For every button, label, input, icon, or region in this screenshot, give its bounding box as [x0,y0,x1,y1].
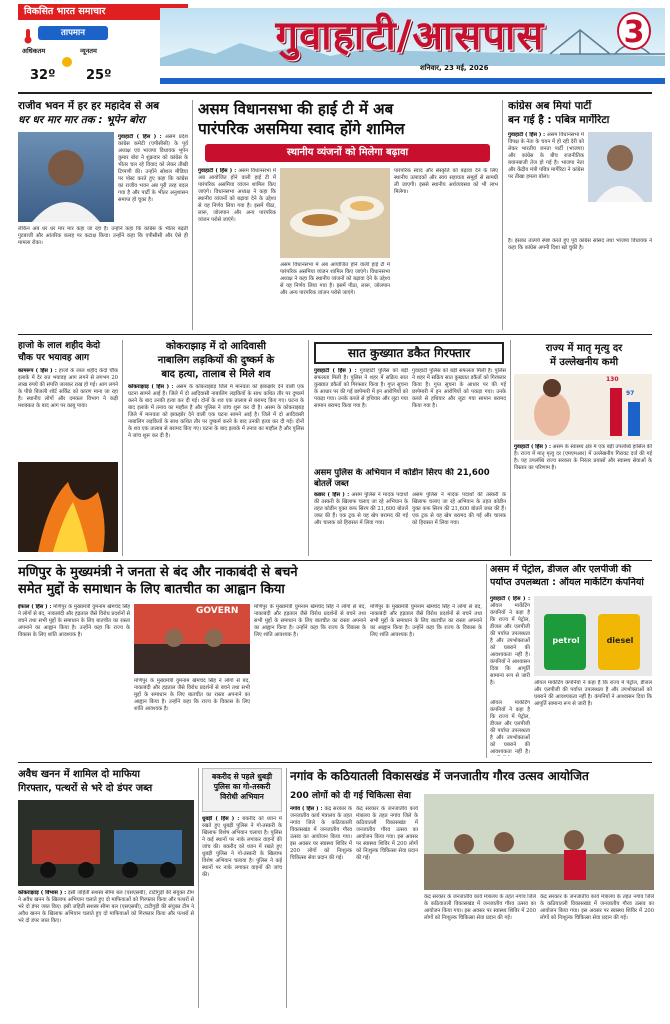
fuel-nozzle-photo [534,596,652,676]
nagaon-body-3: केंद्र सरकार के जनजातीय कार्य मंत्रालय के तहत नगांव जिले के कठियातली विकासखंड में जनजातीय गौरव उत्सव का आयोजन किया गया। इस अवसर पर स्वास्थ्य शिविर में 200 लोगों को निःशुल्क चिकित्सा सेवा प्रदान की गई। [424,894,536,921]
congress-body: असम विधानसभा में विपक्ष के नेता के चयन में हो रही देरी को लेकर भारतीय जनता पार्टी (भाजपा) और कांग्रेस के बीच राजनीतिक बयानबाजी तेज हो गई है। भाजपा नेता और केंद्रीय मंत्री पबित्र मार्गेरिटा ने कांग्रेस पर तीखा हमला बोला। [508,132,584,180]
rajbhavan-dateline: गुवाहाटी ( हिंस ) : [118,134,162,140]
dhubri-headline-2: पुलिस का गो-तस्करी [213,782,271,791]
petrol-body: ऑयल मार्केटिंग कंपनियों ने कहा है कि राज्य में पेट्रोल, डीजल और एलपीजी की पर्याप्त उपलब्धता है और उपभोक्ताओं को घबराने की आवश्यकता नहीं है। कंपनियों ने आश्वासन दिया कि आपूर्ति सामान्य रूप से जारी है। [490,603,530,686]
hitea-dateline: गुवाहाटी ( हिंस ) : [198,168,237,174]
hajo-headline-2: चौक पर भयावह आग [18,353,90,363]
thermometer-icon [20,28,36,44]
hajo-headline-1: हाजो के लाल शहीद केदो [18,341,101,351]
hitea-headline-1: असम विधानसभा की हाई टी में अब [198,100,394,118]
mortality-graphic [514,374,652,440]
hitea-body-2: पारंपरिक स्वाद और संस्कृति को बढ़ावा देने के लिए स्थानीय उत्पादकों और स्वयं सहायता समूहों से सामग्री ली जाएगी। इससे स्थानीय अर्थव्यवस्था को भी लाभ मिलेगा। [394,168,498,195]
diesel-nozzle-label: diesel [606,636,634,645]
dhubri-dateline: धुबड़ी ( हिंस ) : [202,816,240,822]
hitea-body-3: असम विधानसभा में अब आयोजित होने वाली हाई टी में पारंपरिक असमिया व्यंजन शामिल किए जाएंगे। विधानसभा अध्यक्ष ने कहा कि स्थानीय व्यंजनों को बढ़ावा देने के उद्देश्य से यह निर्णय लिया गया है। इसमें पीठा, लारू, जोलपान और अन्य पारंपरिक व्यंजन परोसे जाएंगे। [280,262,390,296]
issue-date: शनिवार, 23 मई, 2026 [420,64,489,72]
manipur-body-4: मणिपुर के मुख्यमंत्री युमनाम खेमचंद सिंह ने लोगों से बंद, नाकाबंदी और हड़ताल जैसे विरोध प्रदर्शनों से बचने तथा सभी मुद्दों के समाधान के लिए बातचीत का रास्ता अपनाने का आह्वान किया है। उन्होंने कहा कि राज्य के विकास के लिए शांति आवश्यक है। [370,604,482,638]
manipur-headline-2: समेत मुद्दों के समाधान के लिए बातचीत का आह्वान किया [18,582,285,597]
edition-label: विकसित भारत समाचार [18,4,188,20]
hajo-body: हाजो के लाल शहीद केदो चौक इलाके में देर रात भयावह आग लगने से लगभग 20 लाख रुपये की संपत्ति जलकर राख हो गई। आग लगने के पीछे बिजली शॉर्ट सर्किट को कारण माना जा रहा है। स्थानीय लोगों और दमकल विभाग ने कड़ी मशक्कत के बाद आग पर काबू पाया। [18,368,118,409]
kokrajhar-headline-2: नाबालिग लड़कियों की दुष्कर्म के [157,355,275,366]
mafia-dateline: कोकराझाड़ ( विभास ) : [18,890,67,896]
manipur-body: मणिपुर के मुख्यमंत्री युमनाम खेमचंद सिंह ने लोगों से बंद, नाकाबंदी और हड़ताल जैसे विरोध प्रदर्शनों से बचने तथा सभी मुद्दों के समाधान के लिए बातचीत का रास्ता अपनाने का आह्वान किया है। उन्होंने कहा कि राज्य के विकास के लिए शांति आवश्यक है। [18,604,130,638]
rajbhavan-body-2: लेकिन अब धर धर मार मार कहा जा रहा है। उन्होंने कहा कि कांग्रेस के भीतर बढ़ती गुटबाजी और आंतरिक कलह पर कटाक्ष किया। उन्होंने कहा कि एपीसीसी और ऐसे ही मामला रोका। [18,226,188,246]
petrol-dateline: गुवाहाटी ( हिंस ) : [490,596,530,602]
weather-min-value: 25º [86,68,112,83]
mafia-body-cont: इसी जहिती सशस्त्र सीमा बल (एसएसबी), टाटीगुड़ी की संयुक्त टीम ने अवैध खनन के खिलाफ अभियान चलाते हुए दो माफियाओं को गिरफ्तार किया और पत्थरों से भरे दो डंपर जब्त किए। [18,904,194,924]
codeine-body-2: असम पुलिस ने मादक पदार्थों की तस्करी के खिलाफ चलाए जा रहे अभियान के तहत कोडीन युक्त कफ सिरप की 21,600 बोतलें जब्त की हैं। एक ट्रक से यह खेप बरामद की गई और चालक को हिरासत में लिया गया। [412,492,506,526]
kokrajhar-dateline: कोकराझाड़ ( हिंस ) : [128,384,174,390]
masthead-divider [160,78,665,84]
petrol-body-3: ऑयल मार्केटिंग कंपनियों ने कहा है कि राज्य में पेट्रोल, डीजल और एलपीजी की पर्याप्त उपलब्धता है और उपभोक्ताओं को घबराने की आवश्यकता नहीं है। [490,700,530,755]
page-number: 3 [617,12,651,50]
petrol-headline-1: असम में पेट्रोल, डीजल और एलपीजी की [490,564,632,575]
nagaon-body: केंद्र सरकार के जनजातीय कार्य मंत्रालय के तहत नगांव जिले के कठियातली विकासखंड में जनजातीय गौरव उत्सव का आयोजन किया गया। इस अवसर पर स्वास्थ्य शिविर में 200 लोगों को निःशुल्क चिकित्सा सेवा प्रदान की गई। [290,806,352,861]
nagaon-subhead: 200 लोगों को दी गई चिकित्सा सेवा [290,791,411,801]
congress-dateline: गुवाहाटी ( हिंस ) : [508,132,546,138]
mortality-headline-2: में उल्लेखनीय कमी [549,357,619,368]
hitea-subhead: स्थानीय व्यंजनों को मिलेगा बढ़ावा [205,144,490,162]
mortality-value-2: 97 [626,390,635,397]
petrol-body-2: ऑयल मार्केटिंग कंपनियों ने कहा है कि राज्य में पेट्रोल, डीजल और एलपीजी की पर्याप्त उपलब्धता है और उपभोक्ताओं को घबराने की आवश्यकता नहीं है। कंपनियों ने आश्वासन दिया कि आपूर्ति सामान्य रूप से जारी है। [534,680,652,707]
petrol-headline-2: पर्याप्त उपलब्धता : ऑयल मार्केटिंग कंपनियां [490,577,644,588]
hitea-headline-2: पारंपरिक असमिया स्वाद होंगे शामिल [198,120,405,138]
mafia-headline-1: अवैध खनन में शामिल दो माफिया [18,769,140,780]
manipur-body-2: मणिपुर के मुख्यमंत्री युमनाम खेमचंद सिंह ने लोगों से बंद, नाकाबंदी और हड़ताल जैसे विरोध प्रदर्शनों से बचने तथा सभी मुद्दों के समाधान के लिए बातचीत का रास्ता अपनाने का आह्वान किया है। उन्होंने कहा कि राज्य के विकास के लिए शांति आवश्यक है। [134,678,250,712]
rajbhavan-headline-1: राजीव भवन में हर हर महादेव से अब [18,100,160,112]
nagaon-dateline: नगांव ( हिंस ) : [290,806,323,812]
hajo-dateline: कामरूप ( हिंस ) : [18,368,57,374]
dacoits-dateline: गुवाहाटी ( हिंस ) : [314,368,357,374]
nagaon-body-4: केंद्र सरकार के जनजातीय कार्य मंत्रालय के तहत नगांव जिले के कठियातली विकासखंड में जनजातीय गौरव उत्सव का आयोजन किया गया। इस अवसर पर स्वास्थ्य शिविर में 200 लोगों को निःशुल्क चिकित्सा सेवा प्रदान की गई। [540,894,654,921]
codeine-body: असम पुलिस ने मादक पदार्थों की तस्करी के खिलाफ चलाए जा रहे अभियान के तहत कोडीन युक्त कफ सिरप की 21,600 बोतलें जब्त की हैं। एक ट्रक से यह खेप बरामद की गई और चालक को हिरासत में लिया गया। [314,492,408,526]
hajo-fire-photo [18,462,118,552]
mafia-body: इसी जहिती सशस्त्र सीमा बल (एसएसबी), टाटीगुड़ी की संयुक्त टीम ने अवैध खनन के खिलाफ अभियान चलाते हुए दो माफियाओं को गिरफ्तार किया और पत्थरों से भरे दो डंपर जब्त किए। [18,890,194,910]
petrol-nozzle-label: petrol [552,636,580,645]
codeine-dateline: कछार ( हिंस ) : [314,492,350,498]
masthead-rule [18,92,652,94]
nagaon-event-photo [424,794,654,890]
manipur-banner-text: GOVERN [196,606,239,616]
mafia-headline-2: गिरफ्तार, पत्थरों से भरे दो डंपर जब्त [18,783,153,794]
kokrajhar-body-cont: असम के कोकराझाड़ जिले में मानवता को झकझोर देने वाली एक घटना सामने आई है। जिले में दो आदिवासी नाबालिग लड़कियों के साथ कथित तौर पर दुष्कर्म करने के बाद उनकी हत्या कर दी गई। दोनों के शव एक तालाब से बरामद किए गए। घटना के बाद इलाके में तनाव का माहौल है और पुलिस ने जांच शुरू कर दी है। [128,405,304,439]
dhubri-headline-1: बकरीद से पहले धुबड़ी [211,772,273,781]
rajbhavan-photo [18,132,114,222]
weather-max-label: अधिकतम [22,47,46,55]
congress-headline-2: बन गई है : पबित्र मार्गेरिटा [508,114,610,126]
codeine-headline: असम पुलिस के अभियान में कोडीन सिरप की 21,600 बोतलें जब्त [314,468,490,489]
mortality-value-1: 130 [606,376,619,383]
weather-max-value: 32º [30,68,56,83]
kokrajhar-body: असम के कोकराझाड़ जिले में मानवता को झकझोर देने वाली एक घटना सामने आई है। जिले में दो आदिवासी नाबालिग लड़कियों के साथ कथित तौर पर दुष्कर्म करने के बाद उनकी हत्या कर दी गई। दोनों के शव एक तालाब से बरामद किए गए। घटना के बाद इलाके में तनाव का माहौल है और पुलिस ने जांच शुरू कर दी है। [128,384,304,411]
dhubri-body-cont: बकरीद को ध्यान में रखते हुए धुबड़ी पुलिस ने गो-तस्करी के खिलाफ विशेष अभियान चलाया है। पुलिस ने कई स्थानों पर नाके लगाकर वाहनों की जांच की। [202,844,282,878]
mortality-dateline: गुवाहाटी ( हिंस ) : [514,444,551,450]
manipur-body-3: मणिपुर के मुख्यमंत्री युमनाम खेमचंद सिंह ने लोगों से बंद, नाकाबंदी और हड़ताल जैसे विरोध प्रदर्शनों से बचने तथा सभी मुद्दों के समाधान के लिए बातचीत का रास्ता अपनाने का आह्वान किया है। उन्होंने कहा कि राज्य के विकास के लिए शांति आवश्यक है। [254,604,366,638]
dacoits-body-2: गुवाहाटी पुलिस को बड़ी सफलता मिली है। पुलिस ने शहर में सक्रिय सात कुख्यात डकैतों को गिरफ्तार किया है। गुप्त सूचना के आधार पर की गई छापेमारी में इन आरोपियों को पकड़ा गया। उनके कब्जे से हथियार और लूटा गया सामान बरामद किया गया है। [412,368,506,409]
mafia-dumper-photo [18,800,194,886]
weather-title: तापमान [38,26,108,40]
congress-photo [588,132,652,202]
hitea-photo [280,168,390,258]
congress-headline-1: कांग्रेस अब मियां पार्टी [508,100,592,112]
dacoits-headline: सात कुख्यात डकैत गिरफ्तार [314,342,504,364]
mortality-headline-1: राज्य में मातृ मृत्यु दर [545,343,623,354]
manipur-photo [134,604,250,674]
dhubri-headline-3: विरोधी अभियान [220,792,264,801]
nagaon-headline: नगांव के कठियातली विकासखंड में जनजातीय गौरव उत्सव आयोजित [290,769,589,783]
mortality-body: असम के स्वास्थ्य क्षेत्र में एक बड़ी उपलब्धि हासिल की है। राज्य में मातृ मृत्यु दर (एमएमआर) में उल्लेखनीय गिरावट दर्ज की गई है। यह उपलब्धि राज्य सरकार के निरंतर प्रयासों और स्वास्थ्य सेवाओं के विस्तार का परिणाम है। [514,444,652,471]
rajbhavan-body: असम प्रदेश कांग्रेस कमेटी (एपीसीसी) के पूर्व अध्यक्ष एवं भाजपा विधायक भूपेन कुमार बोरा ने शुक्रवार को कांग्रेस के भीतर चल रहे विवाद को लेकर तीखी टिप्पणी की। उन्होंने सोशल मीडिया पर पोस्ट करते हुए कहा कि कांग्रेस का राजीव भवन अब पूरी तरह बदल गया है और पार्टी के भीतर अनुशासन समाप्त हो चुका है। [118,134,188,203]
nagaon-body-2: केंद्र सरकार के जनजातीय कार्य मंत्रालय के तहत नगांव जिले के कठियातली विकासखंड में जनजातीय गौरव उत्सव का आयोजन किया गया। इस अवसर पर स्वास्थ्य शिविर में 200 लोगों को निःशुल्क चिकित्सा सेवा प्रदान की गई। [356,806,418,861]
manipur-dateline: इंफाल ( हिंस ) : [18,604,52,610]
dhubri-headline-box [202,768,282,812]
kokrajhar-headline-3: बाद हत्या, तालाब से मिले शव [161,369,271,380]
congress-body-2: है। इसका तात्पर्य स्पष्ट करते हुए पूर्व कांग्रेस सांसद तथा भाजपा विधायक ने कहा कि कांग्रेस अपनी दिशा खो चुकी है। [508,238,652,251]
hitea-body: असम विधानसभा में अब आयोजित होने वाली हाई टी में पारंपरिक असमिया व्यंजन शामिल किए जाएंगे। विधानसभा अध्यक्ष ने कहा कि स्थानीय व्यंजनों को बढ़ावा देने के उद्देश्य से यह निर्णय लिया गया है। इसमें पीठा, लारू, जोलपान और अन्य पारंपरिक व्यंजन परोसे जाएंगे। [198,168,276,223]
dacoits-body: गुवाहाटी पुलिस को बड़ी सफलता मिली है। पुलिस ने शहर में सक्रिय सात कुख्यात डकैतों को गिरफ्तार किया है। गुप्त सूचना के आधार पर की गई छापेमारी में इन आरोपियों को पकड़ा गया। उनके कब्जे से हथियार और लूटा गया सामान बरामद किया गया है। [314,368,408,409]
masthead-title: गुवाहाटी/आसपास [275,13,545,59]
rajbhavan-headline-2: धर धर मार मार तक : भूपेन बोरा [18,114,145,126]
manipur-headline-1: मणिपुर के मुख्यमंत्री ने जनता से बंद और नाकाबंदी से बचने [18,565,298,580]
weather-min-label: न्यूनतम [80,47,97,55]
dhubri-body: बकरीद को ध्यान में रखते हुए धुबड़ी पुलिस ने गो-तस्करी के खिलाफ विशेष अभियान चलाया है। पुलिस ने कई स्थानों पर नाके लगाकर वाहनों की जांच की। [202,816,282,850]
kokrajhar-headline-1: कोकराझाड़ में दो आदिवासी [165,341,267,352]
